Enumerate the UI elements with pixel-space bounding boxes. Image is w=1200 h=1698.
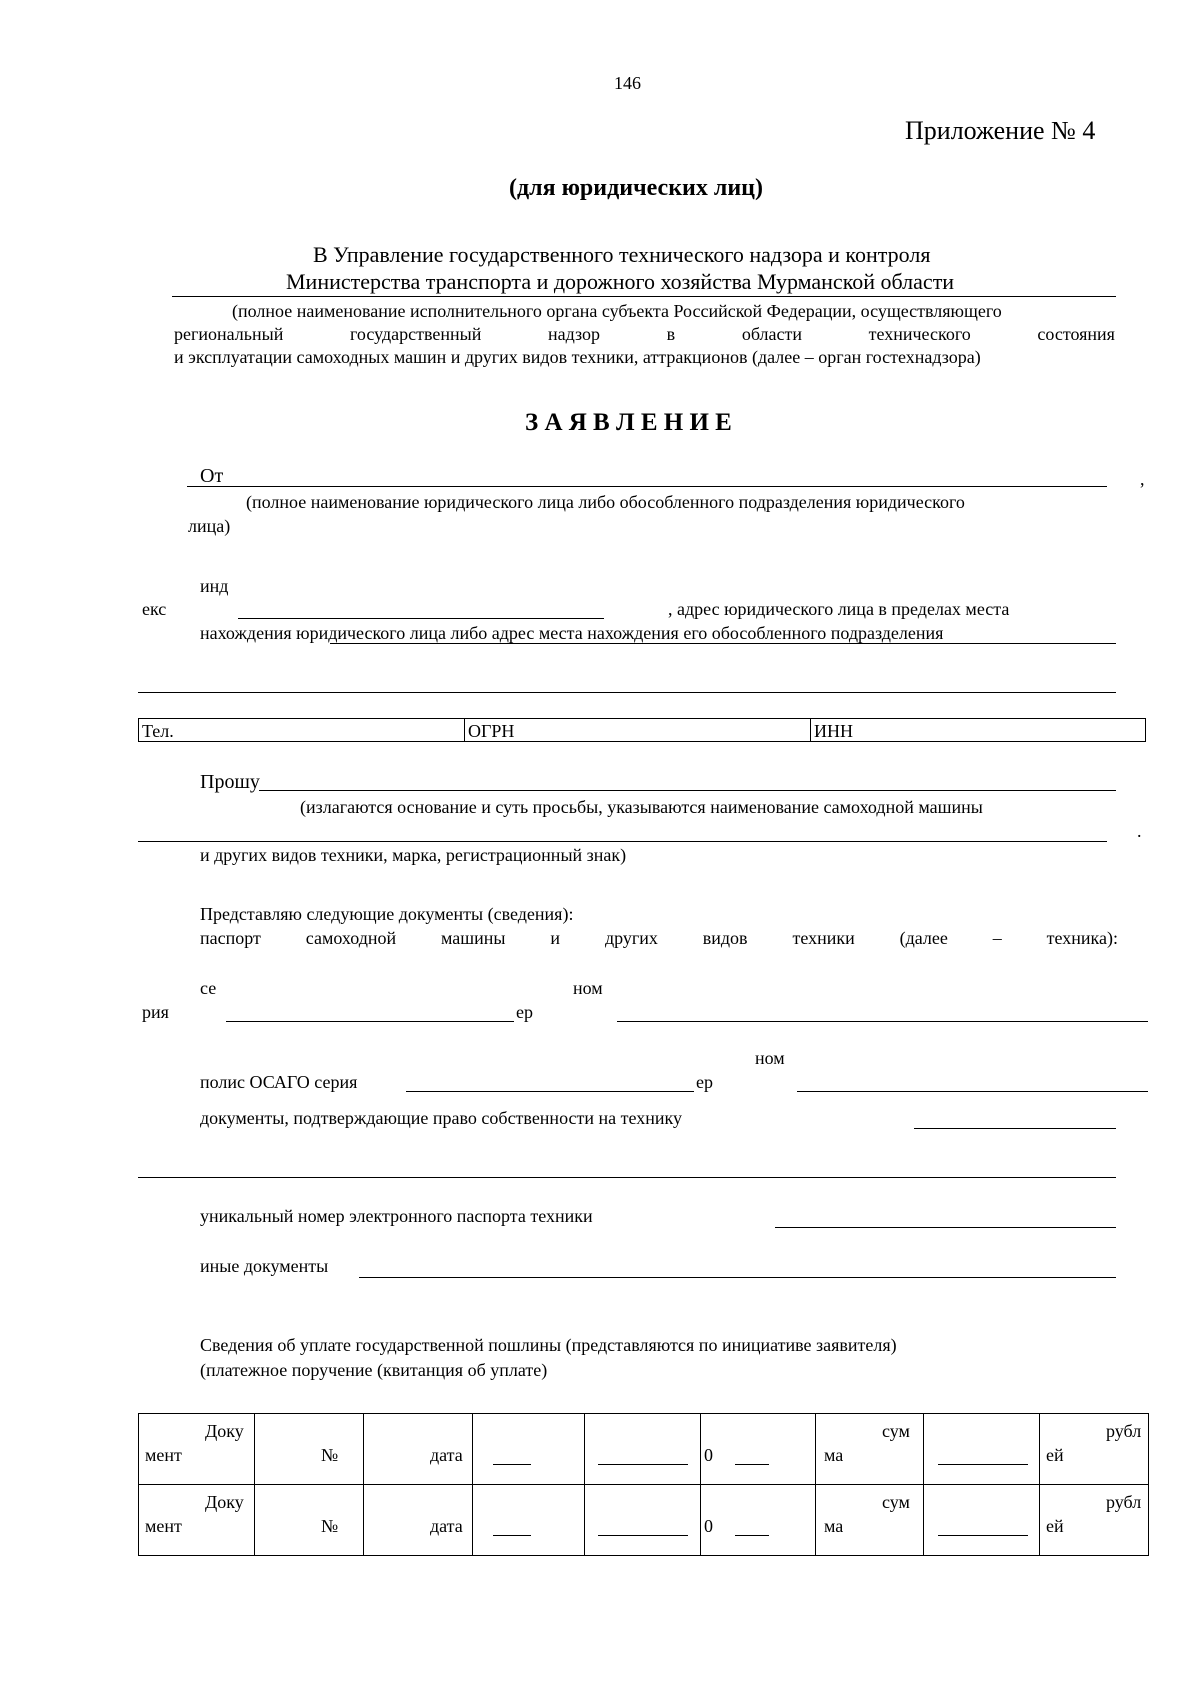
index-label-part-2: екс — [142, 599, 167, 619]
osago-number-field-line[interactable] — [797, 1091, 1148, 1092]
recipient-note-line-2 — [174, 325, 1115, 343]
rub-label-part-1: рубл — [1106, 1421, 1142, 1441]
note-word: состояния — [1037, 324, 1115, 344]
contacts-table — [138, 718, 1146, 742]
form-subtitle: (для юридических лиц) — [509, 175, 763, 201]
date-cell — [364, 1485, 473, 1556]
sum-field-line[interactable] — [938, 1535, 1028, 1536]
ownership-label: документы, подтверждающие право собственности на технику — [200, 1108, 683, 1128]
recipient-underline — [172, 296, 1116, 297]
ogrn-label: ОГРН — [468, 721, 515, 741]
passport-word: паспорт — [200, 928, 261, 948]
osago-number-label-part-1: ном — [755, 1048, 785, 1068]
date-label: дата — [430, 1445, 463, 1465]
date-day-cell[interactable] — [473, 1485, 585, 1556]
date-month-cell[interactable] — [585, 1485, 701, 1556]
date-year-cell[interactable] — [701, 1414, 816, 1485]
date-month-cell[interactable] — [585, 1414, 701, 1485]
number-cell — [255, 1485, 364, 1556]
number-sign: № — [321, 1516, 339, 1536]
number-field-line[interactable] — [617, 1021, 1148, 1022]
other-docs-label: иные документы — [200, 1256, 329, 1276]
passport-word: и — [550, 928, 561, 948]
ogrn-cell[interactable] — [465, 719, 811, 741]
year-prefix: 0 — [704, 1445, 713, 1465]
page-number: 146 — [614, 73, 641, 93]
series-label-part-1: се — [200, 978, 217, 998]
other-docs-field-line[interactable] — [359, 1277, 1116, 1278]
rub-cell — [1040, 1485, 1149, 1556]
recipient-line-1: В Управление государственного технического надзора и контроля — [313, 242, 931, 267]
rub-cell — [1040, 1414, 1149, 1485]
recipient-note-line-1: (полное наименование исполнительного органа субъекта Российской Федерации, осуществляющего — [232, 301, 1002, 321]
month-field-line[interactable] — [598, 1464, 688, 1465]
osago-series-field-line[interactable] — [406, 1091, 694, 1092]
year-prefix: 0 — [704, 1516, 713, 1536]
payment-row — [139, 1414, 1149, 1485]
address-text-line-1: , адрес юридического лица в пределах места — [668, 599, 1010, 619]
document-title: З А Я В Л Е Н И Е — [525, 409, 732, 436]
payment-info-line-1: Сведения об уплате государственной пошлины (представляются по инициативе заявителя) — [200, 1335, 897, 1355]
request-period: . — [1137, 821, 1142, 841]
month-field-line[interactable] — [598, 1535, 688, 1536]
payment-info-line-2: (платежное поручение (квитанция об уплате) — [200, 1360, 548, 1380]
doc-label-part-2: мент — [145, 1516, 182, 1536]
address-text-line-2: нахождения юридического лица либо адрес места нахождения его обособленного подразделения — [200, 623, 944, 643]
tel-label: Тел. — [142, 721, 174, 741]
date-label: дата — [430, 1516, 463, 1536]
year-field-line[interactable] — [735, 1464, 769, 1465]
number-label-part-1: ном — [573, 978, 603, 998]
recipient-line-2: Министерства транспорта и дорожного хозяйства Мурманской области — [286, 269, 955, 294]
ownership-field-line-2[interactable] — [138, 1177, 1116, 1178]
address-field-line-1[interactable] — [330, 643, 1116, 644]
passport-word: самоходной — [305, 928, 397, 948]
note-word: государственный — [349, 324, 482, 344]
number-sign: № — [321, 1445, 339, 1465]
day-field-line[interactable] — [493, 1464, 531, 1465]
passport-word: техника): — [1046, 928, 1118, 948]
note-word: региональный — [174, 324, 284, 344]
request-note-line-1: (излагаются основание и суть просьбы, указываются наименование самоходной машины — [300, 797, 983, 817]
doc-label-part-1: Доку — [205, 1492, 244, 1512]
epts-field-line[interactable] — [775, 1227, 1116, 1228]
sum-value-cell[interactable] — [924, 1485, 1040, 1556]
date-day-cell[interactable] — [473, 1414, 585, 1485]
sum-label-part-1: сум — [882, 1492, 910, 1512]
inn-cell[interactable] — [811, 719, 1145, 741]
recipient-note-line-3: и эксплуатации самоходных машин и других видов техники, аттракционов (далее – орган гостехнадзора) — [174, 347, 981, 367]
sum-label-part-1: сум — [882, 1421, 910, 1441]
number-label-part-2: ер — [516, 1002, 533, 1022]
from-field-line[interactable] — [187, 486, 1107, 487]
tel-cell[interactable] — [139, 719, 465, 741]
passport-word: других — [604, 928, 658, 948]
note-word: области — [741, 324, 802, 344]
osago-number-label-part-2: ер — [696, 1072, 713, 1092]
appendix-label: Приложение № 4 — [905, 116, 1096, 145]
index-field-line[interactable] — [238, 618, 604, 619]
doc-label-part-1: Доку — [205, 1421, 244, 1441]
sum-label-part-2: ма — [824, 1445, 844, 1465]
passport-word: машины — [441, 928, 506, 948]
passport-word: (далее — [899, 928, 948, 948]
note-word: в — [666, 324, 676, 344]
payment-table — [138, 1413, 1149, 1556]
number-cell — [255, 1414, 364, 1485]
doc-cell — [139, 1414, 255, 1485]
passport-word: – — [992, 928, 1002, 948]
note-word: надзор — [548, 324, 601, 344]
series-label-part-2: рия — [142, 1002, 169, 1022]
documents-intro: Представляю следующие документы (сведения): — [200, 904, 574, 924]
day-field-line[interactable] — [493, 1535, 531, 1536]
from-label: От — [200, 465, 224, 487]
doc-label-part-2: мент — [145, 1445, 182, 1465]
date-year-cell[interactable] — [701, 1485, 816, 1556]
date-cell — [364, 1414, 473, 1485]
rub-label-part-1: рубл — [1106, 1492, 1142, 1512]
inn-label: ИНН — [814, 721, 853, 741]
sum-cell — [816, 1414, 924, 1485]
rub-label-part-2: ей — [1046, 1516, 1064, 1536]
ownership-field-line-1[interactable] — [914, 1128, 1116, 1129]
year-field-line[interactable] — [735, 1535, 769, 1536]
request-note-line-2: и других видов техники, марка, регистрационный знак) — [200, 845, 627, 865]
osago-label: полис ОСАГО серия — [200, 1072, 358, 1092]
payment-row — [139, 1485, 1149, 1556]
epts-label: уникальный номер электронного паспорта техники — [200, 1206, 593, 1226]
sum-field-line[interactable] — [938, 1464, 1028, 1465]
request-field-line-1[interactable] — [259, 790, 1116, 791]
from-note-line-2: лица) — [188, 516, 231, 536]
sum-label-part-2: ма — [824, 1516, 844, 1536]
rub-label-part-2: ей — [1046, 1445, 1064, 1465]
passport-word: видов — [702, 928, 748, 948]
from-note-line-1: (полное наименование юридического лица либо обособленного подразделения юридического — [246, 492, 965, 512]
request-label: Прошу — [200, 771, 260, 793]
from-comma: , — [1140, 469, 1145, 489]
index-label-part-1: инд — [200, 576, 229, 596]
passport-line — [200, 929, 1118, 947]
sum-cell — [816, 1485, 924, 1556]
address-field-line-2[interactable] — [138, 692, 1116, 693]
sum-value-cell[interactable] — [924, 1414, 1040, 1485]
passport-word: техники — [792, 928, 855, 948]
note-word: технического — [868, 324, 971, 344]
request-field-line-2[interactable] — [138, 841, 1107, 842]
doc-cell — [139, 1485, 255, 1556]
series-field-line[interactable] — [226, 1021, 514, 1022]
